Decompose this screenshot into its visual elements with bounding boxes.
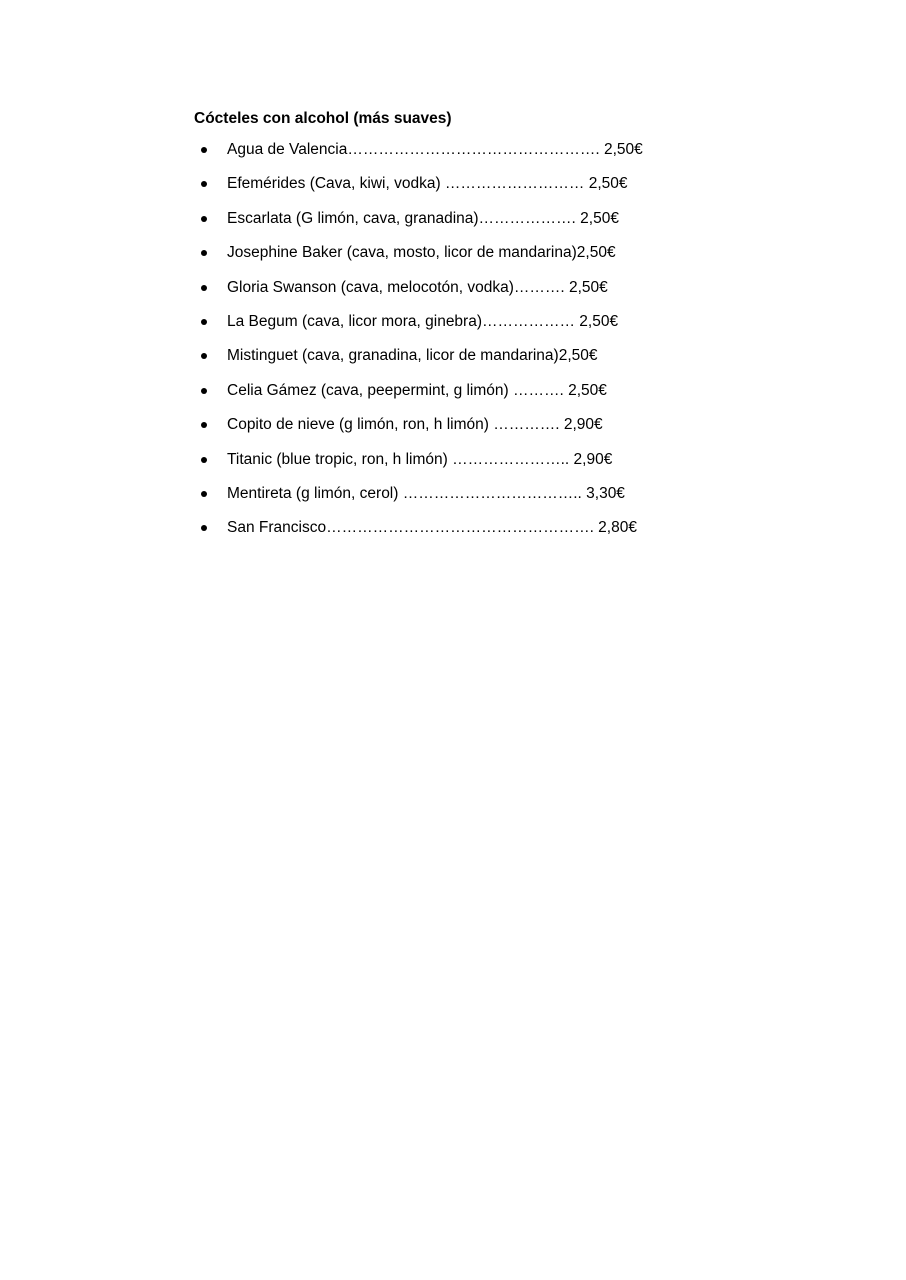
bullet-icon [201,457,207,463]
list-item-text: Celia Gámez (cava, peepermint, g limón) ………. 2,50€ [227,381,607,399]
list-item-text: Copito de nieve (g limón, ron, h limón) …………. 2,90€ [227,416,603,434]
list-item [194,448,664,482]
list-item-text: Gloria Swanson (cava, melocotón, vodka)………. 2,50€ [227,278,608,296]
bullet-icon [201,353,207,359]
bullet-icon [201,216,207,222]
list-item [194,310,664,344]
cocktail-list [194,138,664,551]
bullet-icon [201,491,207,497]
list-item [194,138,664,172]
cocktail-menu-section [194,108,664,551]
section-title: Cócteles con alcohol (más suaves) [194,110,452,127]
list-item-text: La Begum (cava, licor mora, ginebra)……………… 2,50€ [227,312,619,330]
list-item-text: Josephine Baker (cava, mosto, licor de mandarina)2,50€ [227,244,616,262]
bullet-icon [201,181,207,187]
list-item-text: Mistinguet (cava, granadina, licor de mandarina)2,50€ [227,347,598,365]
list-item [194,241,664,275]
bullet-icon [201,285,207,291]
list-item [194,172,664,206]
list-item-text: San Francisco……………………………………………. 2,80€ [227,519,637,537]
list-item [194,344,664,378]
list-item [194,207,664,241]
bullet-icon [201,319,207,325]
list-item-text: Titanic (blue tropic, ron, h limón) ………………….. 2,90€ [227,450,613,468]
list-item-text: Agua de Valencia…………………………………………. 2,50€ [227,141,643,158]
list-item [194,413,664,447]
bullet-icon [201,250,207,256]
bullet-icon [201,422,207,428]
list-item [194,516,664,550]
list-item-text: Escarlata (G limón, cava, granadina)………………. 2,50€ [227,209,619,227]
bullet-icon [201,525,207,531]
list-item [194,379,664,413]
list-item [194,276,664,310]
bullet-icon [201,388,207,394]
list-item-text: Mentireta (g limón, cerol) …………………………….. 3,30€ [227,484,625,502]
list-item [194,482,664,516]
bullet-icon [201,147,207,153]
list-item-text: Efemérides (Cava, kiwi, vodka) ……………………… 2,50€ [227,175,628,193]
